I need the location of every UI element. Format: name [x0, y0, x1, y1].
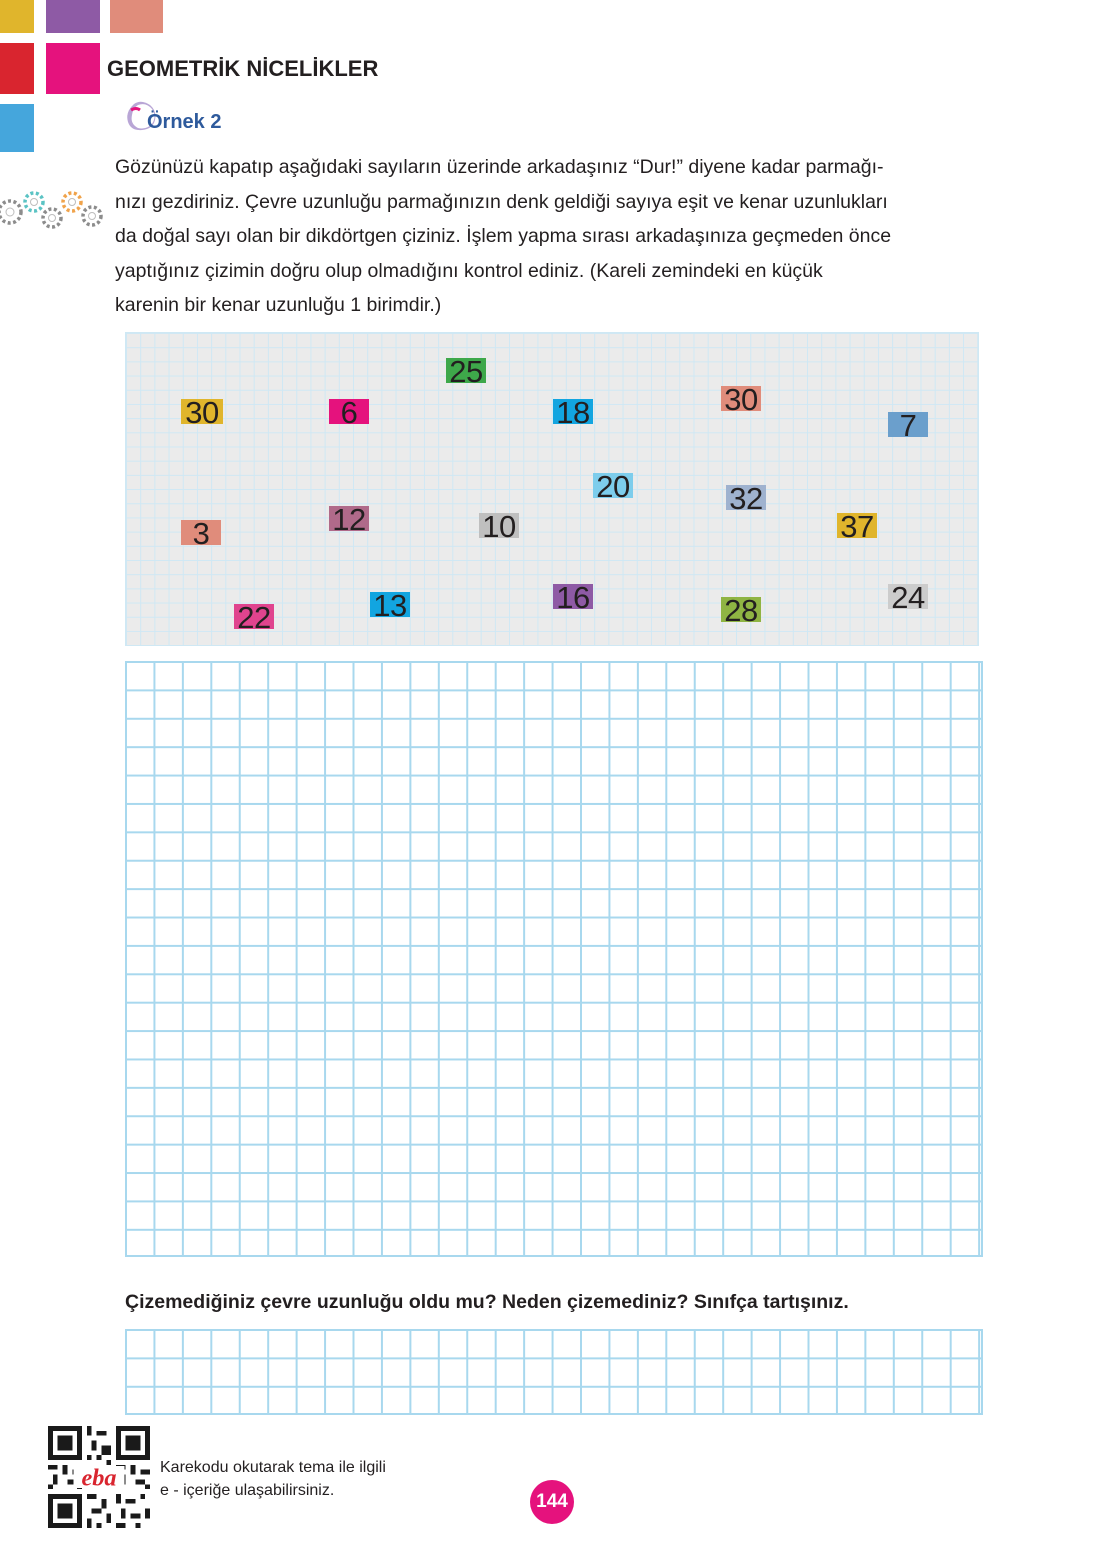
instructions: [115, 150, 995, 323]
number-tile[interactable]: 3: [181, 520, 221, 545]
answer-grid[interactable]: [125, 1329, 983, 1415]
number-tile[interactable]: 22: [234, 604, 274, 629]
instruction-line: karenin bir kenar uzunluğu 1 birimdir.): [115, 294, 442, 316]
number-tile[interactable]: 18: [553, 399, 593, 424]
number-tile[interactable]: 28: [721, 597, 761, 622]
number-tile[interactable]: 10: [479, 513, 519, 538]
deco-square-blue: [0, 104, 34, 152]
number-tile[interactable]: 20: [593, 473, 633, 498]
qr-code[interactable]: [48, 1426, 150, 1528]
deco-square-purple: [46, 0, 100, 33]
number-tile[interactable]: 12: [329, 506, 369, 531]
gears-icon: [0, 186, 110, 238]
number-tile[interactable]: 25: [446, 358, 486, 383]
qr-lettering: eba: [81, 1464, 117, 1492]
footer-note: [160, 1456, 386, 1502]
page-number: 144: [530, 1480, 574, 1524]
number-tile[interactable]: 30: [181, 399, 223, 424]
number-tile[interactable]: 7: [888, 412, 928, 437]
deco-square-salmon: [110, 0, 163, 33]
instruction-line: da doğal sayı olan bir dikdörtgen çiziniz. İşlem yapma sırası arkadaşınıza geçmeden önce: [115, 225, 892, 247]
number-tile[interactable]: 16: [553, 584, 593, 609]
footer-note-line: Karekodu okutarak tema ile ilgili: [160, 1459, 386, 1476]
number-board: [125, 332, 979, 646]
deco-square-yellow: [0, 0, 34, 33]
number-tile[interactable]: 24: [888, 584, 928, 609]
example-label: Örnek 2: [147, 111, 222, 133]
number-tile[interactable]: 13: [370, 592, 410, 617]
instruction-line: nızı gezdiriniz. Çevre uzunluğu parmağınızın denk geldiği sayıya eşit ve kenar uzunlukları: [115, 190, 888, 213]
deco-square-magenta: [46, 43, 100, 94]
instruction-line: Gözünüzü kapatıp aşağıdaki sayıların üzerinde arkadaşınız “Dur!” diyene kadar parmağı-: [115, 156, 884, 178]
number-tile[interactable]: 37: [837, 513, 877, 538]
instruction-line: yaptığınız çizimin doğru olup olmadığını kontrol ediniz. (Kareli zemindeki en küçük: [115, 259, 823, 282]
footer-note-line: e - içeriğe ulaşabilirsiniz.: [160, 1482, 335, 1499]
section-title: GEOMETRİK NİCELİKLER: [107, 56, 379, 81]
discussion-question: Çizemediğiniz çevre uzunluğu oldu mu? Neden çizemediniz? Sınıfça tartışınız.: [125, 1291, 849, 1313]
number-tile[interactable]: 32: [726, 485, 766, 510]
drawing-grid[interactable]: [125, 661, 983, 1257]
number-tile[interactable]: 6: [329, 399, 369, 424]
number-tile[interactable]: 30: [721, 386, 761, 411]
deco-square-red: [0, 43, 34, 94]
